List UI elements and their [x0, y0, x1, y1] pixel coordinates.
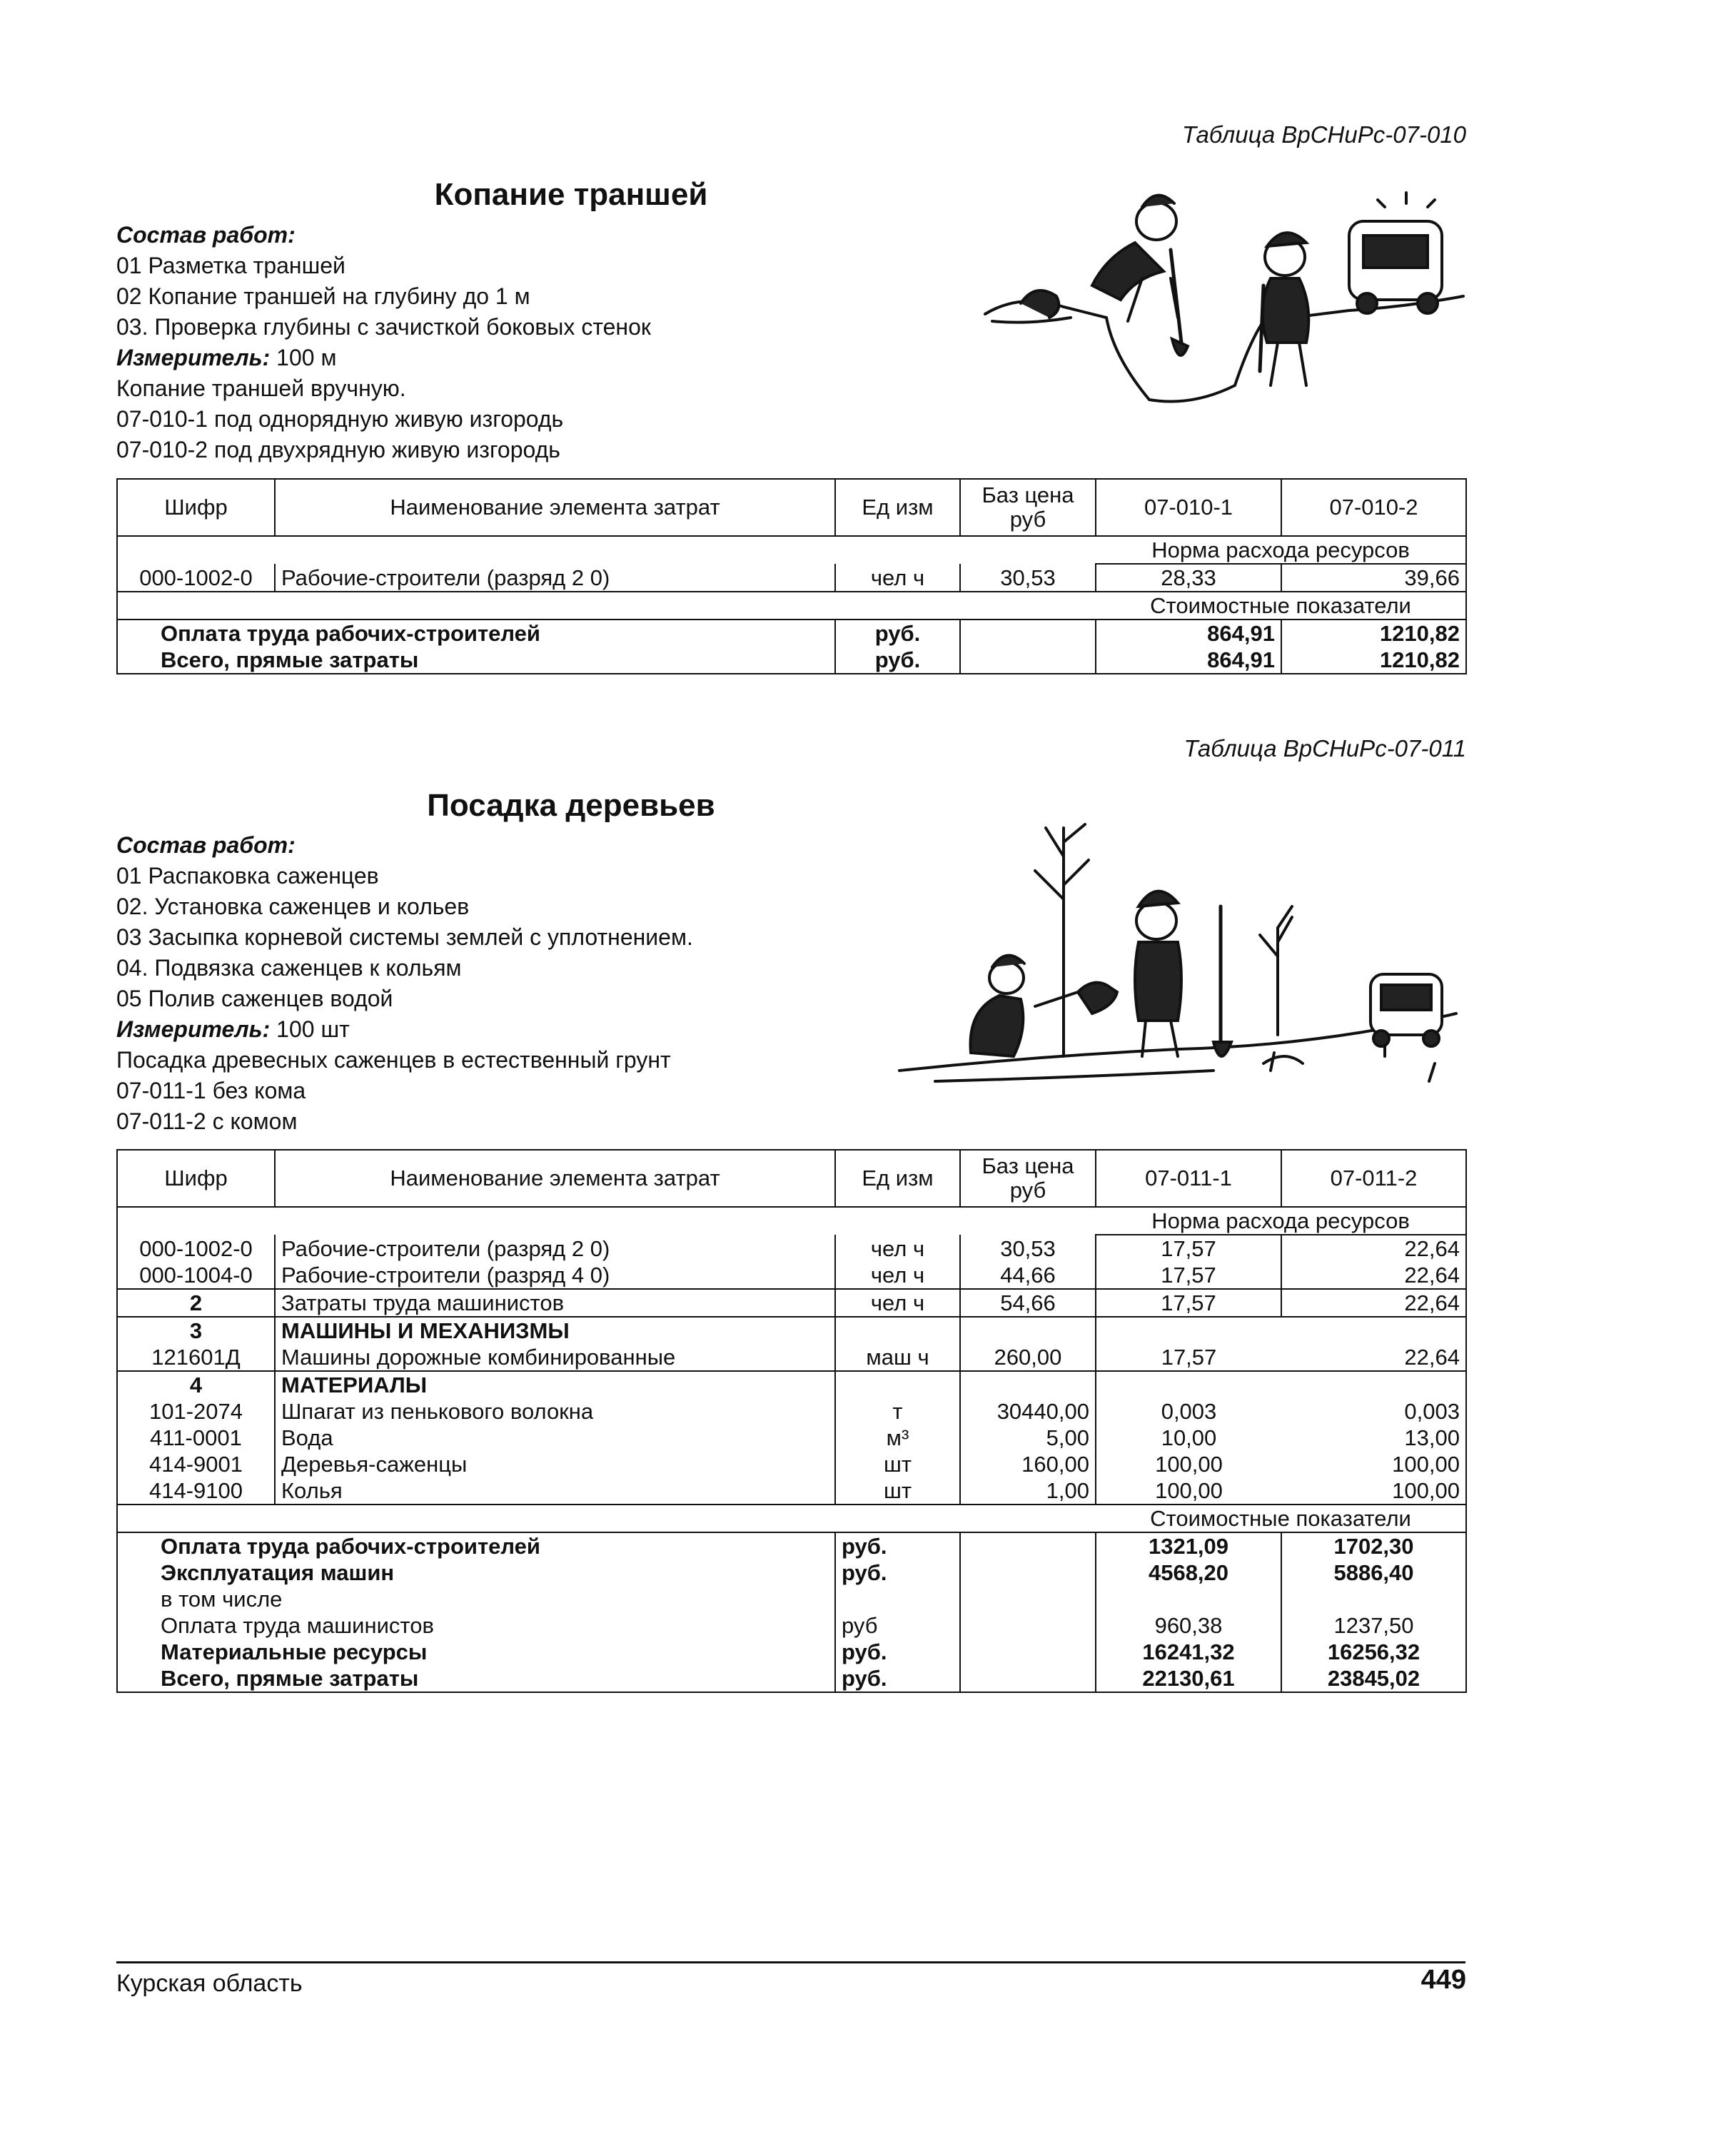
- variant-item: 07-010-1 под однорядную живую изгородь: [116, 406, 564, 432]
- table-row: 414-9100 Колья шт 1,00 100,00 100,00: [117, 1477, 1466, 1505]
- method-text: Копание траншей вручную.: [116, 375, 406, 401]
- header-base-price: Баз цена руб: [960, 479, 1096, 536]
- trench-digging-illustration: [978, 171, 1470, 414]
- total-row: Оплата труда машинистов руб 960,38 1237,50: [117, 1612, 1466, 1639]
- total-row: Оплата труда рабочих-строителей руб. 1321,09 1702,30: [117, 1532, 1466, 1559]
- total-row: Оплата труда рабочих-строителей руб. 864,91 1210,82: [117, 620, 1466, 647]
- method-text: Посадка древесных саженцев в естественный грунт: [116, 1047, 671, 1073]
- table-row: 000-1002-0 Рабочие-строители (разряд 2 0) чел ч 30,53 17,57 22,64: [117, 1235, 1466, 1262]
- total-row: Материальные ресурсы руб. 16241,32 16256,32: [117, 1639, 1466, 1665]
- work-item: 01 Разметка траншей: [116, 253, 345, 278]
- measure-label: Измеритель:: [116, 1016, 271, 1042]
- total-row: Всего, прямые затраты руб. 22130,61 23845,02: [117, 1665, 1466, 1692]
- works-label: Состав работ:: [116, 222, 296, 248]
- table-row: 101-2074 Шпагат из пенькового волокна т 30440,00 0,003 0,003: [117, 1398, 1466, 1425]
- measure-value: 100 м: [270, 345, 337, 370]
- header-name: Наименование элемента затрат: [275, 479, 835, 536]
- section-label: Норма расхода ресурсов: [1096, 536, 1466, 564]
- table-caption: Таблица ВрСНиРс-07-011: [1184, 735, 1466, 762]
- table-row: 000-1002-0 Рабочие-строители (разряд 2 0) чел ч 30,53 28,33 39,66: [117, 564, 1466, 592]
- header-name: Наименование элемента затрат: [275, 1150, 835, 1207]
- section-label: Норма расхода ресурсов: [1096, 1207, 1466, 1235]
- works-label: Состав работ:: [116, 832, 296, 858]
- table-row: 121601Д Машины дорожные комбинированные маш ч 260,00 17,57 22,64: [117, 1344, 1466, 1371]
- table-row: 000-1004-0 Рабочие-строители (разряд 4 0) чел ч 44,66 17,57 22,64: [117, 1262, 1466, 1289]
- table-caption: Таблица ВрСНиРс-07-010: [1182, 121, 1466, 148]
- measure-label: Измеритель:: [116, 345, 271, 370]
- tree-planting-illustration: [892, 799, 1463, 1099]
- header-unit: Ед изм: [835, 479, 960, 536]
- table-row: 414-9001 Деревья-саженцы шт 160,00 100,00 100,00: [117, 1451, 1466, 1477]
- section-title: Посадка деревьев: [427, 788, 715, 823]
- resource-table-07-010: [116, 478, 1467, 674]
- header-variant-1: 07-010-1: [1096, 479, 1281, 536]
- section-title: Копание траншей: [434, 177, 708, 212]
- total-row: Эксплуатация машин руб. 4568,20 5886,40: [117, 1559, 1466, 1586]
- header-code: Шифр: [117, 479, 275, 536]
- measure-value: 100 шт: [270, 1016, 350, 1042]
- work-item: 04. Подвязка саженцев к кольям: [116, 955, 462, 981]
- table-row: 2 Затраты труда машинистов чел ч 54,66 17,57 22,64: [117, 1289, 1466, 1317]
- work-item: 05 Полив саженцев водой: [116, 986, 393, 1011]
- work-item: 02. Установка саженцев и кольев: [116, 894, 470, 919]
- resource-table-07-011: [116, 1149, 1467, 1693]
- page-number: 449: [1420, 1965, 1466, 1995]
- group-row: 4 МАТЕРИАЛЫ: [117, 1371, 1466, 1398]
- header-code: Шифр: [117, 1150, 275, 1207]
- section-label: Стоимостные показатели: [1096, 1505, 1466, 1532]
- table-row: 411-0001 Вода м³ 5,00 10,00 13,00: [117, 1425, 1466, 1451]
- header-unit: Ед изм: [835, 1150, 960, 1207]
- group-row: 3 МАШИНЫ И МЕХАНИЗМЫ: [117, 1317, 1466, 1344]
- header-base-price: Баз цена руб: [960, 1150, 1096, 1207]
- header-variant-1: 07-011-1: [1096, 1150, 1281, 1207]
- section-label: Стоимостные показатели: [1096, 592, 1466, 620]
- header-variant-2: 07-010-2: [1281, 479, 1466, 536]
- footer-divider: [116, 1961, 1465, 1963]
- total-row: Всего, прямые затраты руб. 864,91 1210,82: [117, 647, 1466, 674]
- work-description: [116, 830, 994, 1137]
- total-row: в том числе: [117, 1586, 1466, 1612]
- work-item: 03 Засыпка корневой системы землей с уплотнением.: [116, 924, 693, 950]
- header-variant-2: 07-011-2: [1281, 1150, 1466, 1207]
- variant-item: 07-011-2 с комом: [116, 1108, 298, 1134]
- variant-item: 07-010-2 под двухрядную живую изгородь: [116, 437, 560, 462]
- work-description: [116, 220, 994, 465]
- footer-region: Курская область: [116, 1970, 303, 1997]
- work-item: 03. Проверка глубины с зачисткой боковых стенок: [116, 314, 651, 340]
- variant-item: 07-011-1 без кома: [116, 1078, 306, 1103]
- work-item: 02 Копание траншей на глубину до 1 м: [116, 283, 530, 309]
- work-item: 01 Распаковка саженцев: [116, 863, 379, 889]
